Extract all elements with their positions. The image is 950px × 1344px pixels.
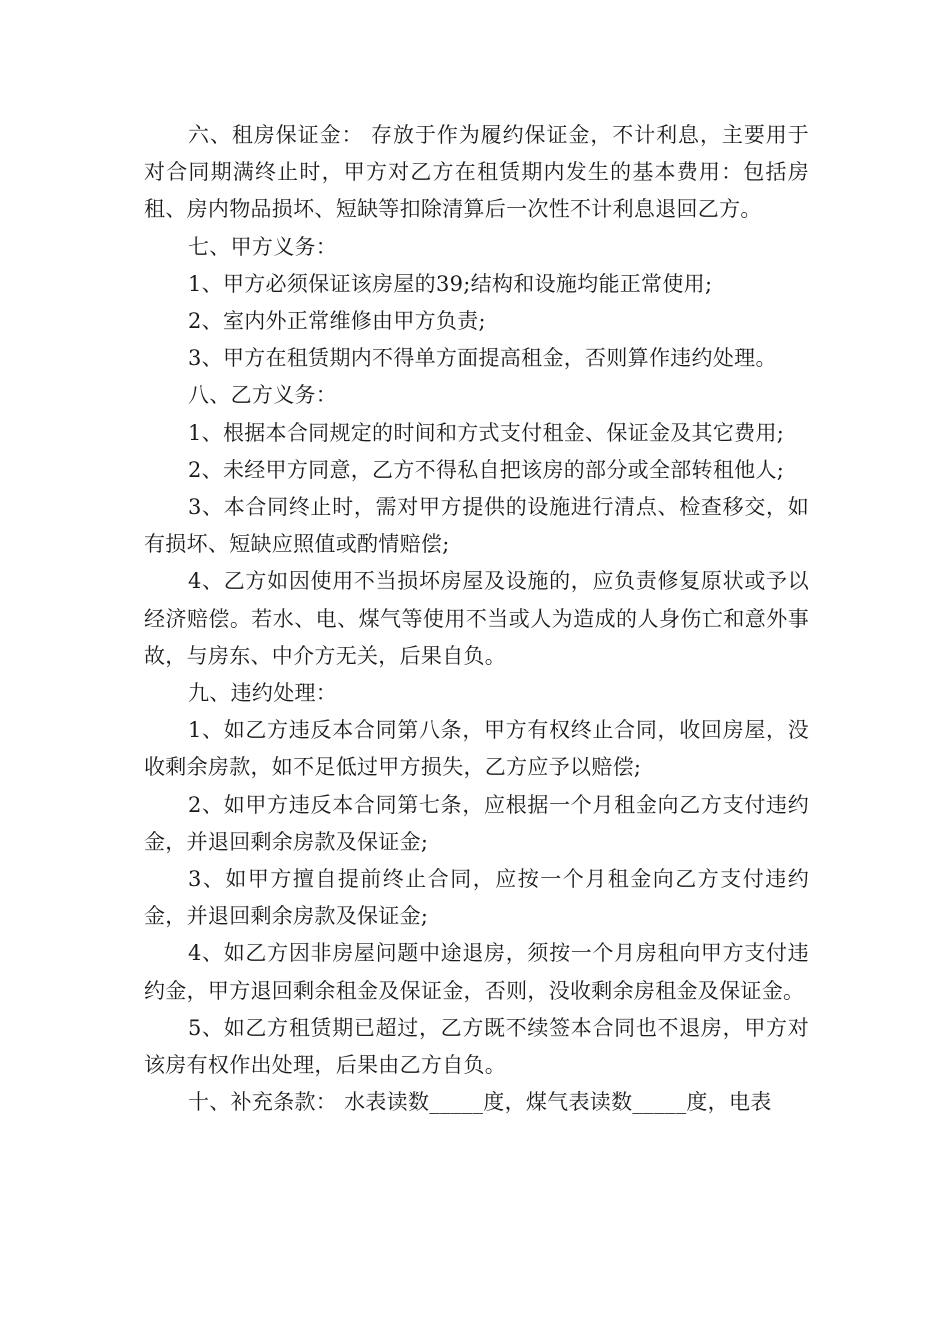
clause-6-deposit: 六、租房保证金： 存放于作为履约保证金，不计利息，主要用于对合同期满终止时，甲方对乙方在租赁期内发生的基本费用：包括房租、房内物品损坏、短缺等扣除清算后一次性不计利息退回乙方。 <box>144 123 809 222</box>
clause-8-item-3: 3、本合同终止时，需对甲方提供的设施进行清点、检查移交，如有损坏、短缺应照值或酌情赔偿; <box>144 495 809 557</box>
clause-8-item-4: 4、乙方如因使用不当损坏房屋及设施的，应负责修复原状或予以经济赔偿。若水、电、煤气等使用不当或人为造成的人身伤亡和意外事故，与房东、中介方无关，后果自负。 <box>144 569 809 668</box>
clause-10-supplementary: 十、补充条款： 水表读数_____度，煤气表读数_____度，电表 <box>188 1090 772 1115</box>
clause-9-item-2: 2、如甲方违反本合同第七条，应根据一个月租金向乙方支付违约金，并退回剩余房款及保证金; <box>144 792 809 854</box>
clause-8-item-2: 2、未经甲方同意，乙方不得私自把该房的部分或全部转租他人; <box>188 457 785 482</box>
clause-7-item-3: 3、甲方在租赁期内不得单方面提高租金，否则算作违约处理。 <box>188 346 777 371</box>
clause-9-item-3: 3、如甲方擅自提前终止合同，应按一个月租金向乙方支付违约金，并退回剩余房款及保证金; <box>144 867 809 929</box>
clause-7-item-2: 2、室内外正常维修由甲方负责; <box>188 309 486 334</box>
clause-9-item-5: 5、如乙方租赁期已超过，乙方既不续签本合同也不退房，甲方对该房有权作出处理，后果由乙方自负。 <box>144 1015 809 1078</box>
clause-7-item-1: 1、甲方必须保证该房屋的39;结构和设施均能正常使用; <box>188 271 713 296</box>
clause-9-item-1: 1、如乙方违反本合同第八条，甲方有权终止合同，收回房屋，没收剩余房款，如不足低过甲方损失，乙方应予以赔偿; <box>144 718 809 780</box>
clause-7-heading: 七、甲方义务： <box>188 234 338 259</box>
clause-9-item-4: 4、如乙方因非房屋问题中途退房，须按一个月房租向甲方支付违约金，甲方退回剩余租金及保证金，否则，没收剩余房租金及保证金。 <box>144 941 809 1003</box>
document-body <box>144 117 809 1121</box>
clause-8-item-1: 1、根据本合同规定的时间和方式支付租金、保证金及其它费用; <box>188 420 785 445</box>
clause-8-heading: 八、乙方义务： <box>188 383 338 408</box>
clause-9-heading: 九、违约处理： <box>188 681 338 706</box>
